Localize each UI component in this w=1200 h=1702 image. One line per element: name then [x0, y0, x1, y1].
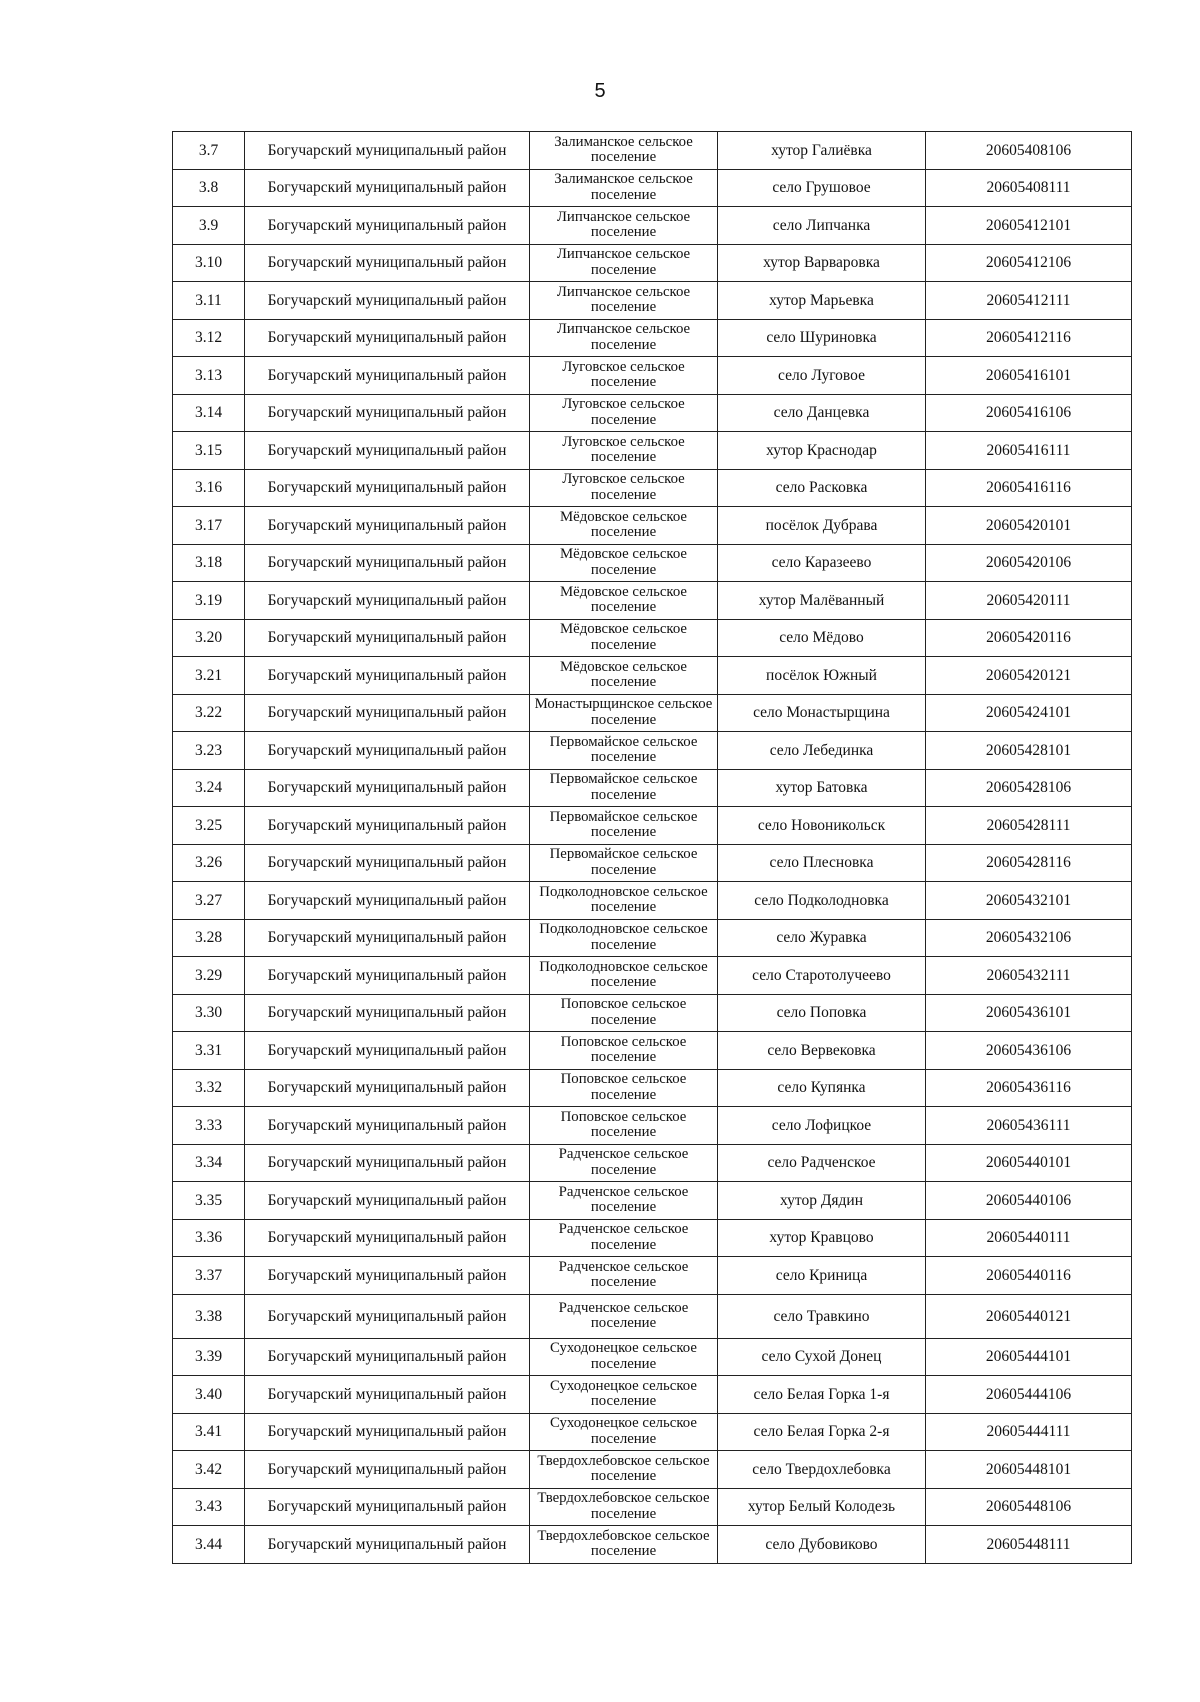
row-number: 3.13: [173, 357, 245, 395]
oktmo-code-cell: 20605420101: [926, 507, 1132, 545]
table-row: [173, 769, 1132, 807]
table-row: [173, 1338, 1132, 1376]
locality-cell: хутор Варваровка: [718, 244, 926, 282]
table-row: [173, 582, 1132, 620]
oktmo-code-cell: 20605416106: [926, 394, 1132, 432]
locality-cell: село Криница: [718, 1257, 926, 1295]
locality-cell: село Луговое: [718, 357, 926, 395]
oktmo-code-cell: 20605412106: [926, 244, 1132, 282]
oktmo-code-cell: 20605428111: [926, 807, 1132, 845]
settlement-cell: Луговское сельское поселение: [530, 394, 718, 432]
district-cell: Богучарский муниципальный район: [245, 882, 530, 920]
table-row: [173, 1032, 1132, 1070]
district-cell: Богучарский муниципальный район: [245, 394, 530, 432]
table-row: [173, 957, 1132, 995]
locality-cell: хутор Галиёвка: [718, 132, 926, 170]
district-cell: Богучарский муниципальный район: [245, 582, 530, 620]
locality-cell: село Шуриновка: [718, 319, 926, 357]
locality-cell: село Старотолучеево: [718, 957, 926, 995]
oktmo-code-cell: 20605436111: [926, 1107, 1132, 1145]
oktmo-code-cell: 20605416116: [926, 469, 1132, 507]
row-number: 3.16: [173, 469, 245, 507]
oktmo-code-cell: 20605444111: [926, 1413, 1132, 1451]
locality-cell: село Каразеево: [718, 544, 926, 582]
settlement-cell: Мёдовское сельское поселение: [530, 657, 718, 695]
row-number: 3.40: [173, 1376, 245, 1414]
settlement-cell: Подколодновское сельское поселение: [530, 957, 718, 995]
table-row: [173, 694, 1132, 732]
locality-cell: село Липчанка: [718, 207, 926, 245]
locality-cell: хутор Малёванный: [718, 582, 926, 620]
district-cell: Богучарский муниципальный район: [245, 919, 530, 957]
oktmo-code-cell: 20605420111: [926, 582, 1132, 620]
oktmo-code-cell: 20605428101: [926, 732, 1132, 770]
row-number: 3.27: [173, 882, 245, 920]
locality-cell: село Сухой Донец: [718, 1338, 926, 1376]
settlement-cell: Липчанское сельское поселение: [530, 244, 718, 282]
row-number: 3.20: [173, 619, 245, 657]
row-number: 3.18: [173, 544, 245, 582]
settlement-cell: Поповское сельское поселение: [530, 994, 718, 1032]
locality-cell: село Белая Горка 2-я: [718, 1413, 926, 1451]
district-cell: Богучарский муниципальный район: [245, 507, 530, 545]
row-number: 3.12: [173, 319, 245, 357]
settlement-cell: Поповское сельское поселение: [530, 1107, 718, 1145]
district-cell: Богучарский муниципальный район: [245, 1338, 530, 1376]
settlement-cell: Суходонецкое сельское поселение: [530, 1413, 718, 1451]
district-cell: Богучарский муниципальный район: [245, 694, 530, 732]
locality-cell: село Лебединка: [718, 732, 926, 770]
locality-cell: село Радченское: [718, 1144, 926, 1182]
row-number: 3.24: [173, 769, 245, 807]
row-number: 3.9: [173, 207, 245, 245]
district-cell: Богучарский муниципальный район: [245, 1376, 530, 1414]
locality-cell: село Грушовое: [718, 169, 926, 207]
district-cell: Богучарский муниципальный район: [245, 244, 530, 282]
settlement-cell: Поповское сельское поселение: [530, 1069, 718, 1107]
row-number: 3.37: [173, 1257, 245, 1295]
locality-cell: посёлок Дубрава: [718, 507, 926, 545]
district-cell: Богучарский муниципальный район: [245, 1451, 530, 1489]
table-row: [173, 619, 1132, 657]
district-cell: Богучарский муниципальный район: [245, 1069, 530, 1107]
oktmo-code-cell: 20605412111: [926, 282, 1132, 320]
district-cell: Богучарский муниципальный район: [245, 769, 530, 807]
row-number: 3.10: [173, 244, 245, 282]
oktmo-code-cell: 20605440111: [926, 1219, 1132, 1257]
table-row: [173, 1294, 1132, 1338]
locality-cell: село Лофицкое: [718, 1107, 926, 1145]
oktmo-code-cell: 20605436101: [926, 994, 1132, 1032]
table-row: [173, 207, 1132, 245]
row-number: 3.31: [173, 1032, 245, 1070]
table-row: [173, 807, 1132, 845]
settlement-cell: Суходонецкое сельское поселение: [530, 1338, 718, 1376]
settlement-cell: Липчанское сельское поселение: [530, 282, 718, 320]
settlement-cell: Луговское сельское поселение: [530, 469, 718, 507]
locality-cell: хутор Краснодар: [718, 432, 926, 470]
row-number: 3.39: [173, 1338, 245, 1376]
district-cell: Богучарский муниципальный район: [245, 807, 530, 845]
oktmo-code-cell: 20605412116: [926, 319, 1132, 357]
settlement-cell: Радченское сельское поселение: [530, 1144, 718, 1182]
table-row: [173, 1488, 1132, 1526]
settlement-cell: Суходонецкое сельское поселение: [530, 1376, 718, 1414]
settlement-cell: Монастырщинское сельское поселение: [530, 694, 718, 732]
table-row: [173, 1182, 1132, 1220]
row-number: 3.22: [173, 694, 245, 732]
oktmo-code-cell: 20605432106: [926, 919, 1132, 957]
table-row: [173, 507, 1132, 545]
row-number: 3.38: [173, 1294, 245, 1338]
oktmo-code-cell: 20605440121: [926, 1294, 1132, 1338]
row-number: 3.14: [173, 394, 245, 432]
locality-cell: хутор Белый Колодезь: [718, 1488, 926, 1526]
district-cell: Богучарский муниципальный район: [245, 1107, 530, 1145]
oktmo-code-cell: 20605448106: [926, 1488, 1132, 1526]
row-number: 3.44: [173, 1526, 245, 1564]
row-number: 3.33: [173, 1107, 245, 1145]
oktmo-code-cell: 20605420116: [926, 619, 1132, 657]
table-row: [173, 544, 1132, 582]
page-number: 5: [594, 80, 606, 102]
settlement-cell: Липчанское сельское поселение: [530, 207, 718, 245]
row-number: 3.41: [173, 1413, 245, 1451]
locality-cell: село Белая Горка 1-я: [718, 1376, 926, 1414]
table-row: [173, 169, 1132, 207]
locality-cell: село Плесновка: [718, 844, 926, 882]
settlement-cell: Подколодновское сельское поселение: [530, 882, 718, 920]
settlement-cell: Мёдовское сельское поселение: [530, 544, 718, 582]
row-number: 3.15: [173, 432, 245, 470]
row-number: 3.8: [173, 169, 245, 207]
locality-cell: село Дубовиково: [718, 1526, 926, 1564]
table-row: [173, 732, 1132, 770]
table-row: [173, 844, 1132, 882]
locality-cell: хутор Марьевка: [718, 282, 926, 320]
table-row: [173, 657, 1132, 695]
row-number: 3.30: [173, 994, 245, 1032]
oktmo-code-cell: 20605436116: [926, 1069, 1132, 1107]
locality-cell: хутор Кравцово: [718, 1219, 926, 1257]
oktmo-code-cell: 20605448111: [926, 1526, 1132, 1564]
locality-cell: хутор Батовка: [718, 769, 926, 807]
table-row: [173, 882, 1132, 920]
district-cell: Богучарский муниципальный район: [245, 357, 530, 395]
settlement-cell: Первомайское сельское поселение: [530, 807, 718, 845]
district-cell: Богучарский муниципальный район: [245, 732, 530, 770]
oktmo-code-cell: 20605444101: [926, 1338, 1132, 1376]
settlement-cell: Луговское сельское поселение: [530, 432, 718, 470]
settlement-cell: Радченское сельское поселение: [530, 1257, 718, 1295]
district-cell: Богучарский муниципальный район: [245, 657, 530, 695]
settlement-cell: Липчанское сельское поселение: [530, 319, 718, 357]
table-row: [173, 432, 1132, 470]
oktmo-code-cell: 20605428106: [926, 769, 1132, 807]
row-number: 3.42: [173, 1451, 245, 1489]
locality-cell: село Новоникольск: [718, 807, 926, 845]
row-number: 3.28: [173, 919, 245, 957]
settlement-cell: Луговское сельское поселение: [530, 357, 718, 395]
locality-cell: село Данцевка: [718, 394, 926, 432]
row-number: 3.26: [173, 844, 245, 882]
oktmo-code-cell: 20605440101: [926, 1144, 1132, 1182]
row-number: 3.21: [173, 657, 245, 695]
table-row: [173, 357, 1132, 395]
locality-cell: село Травкино: [718, 1294, 926, 1338]
district-cell: Богучарский муниципальный район: [245, 619, 530, 657]
locality-cell: село Монастырщина: [718, 694, 926, 732]
district-cell: Богучарский муниципальный район: [245, 1257, 530, 1295]
oktmo-code-cell: 20605420106: [926, 544, 1132, 582]
table-row: [173, 1257, 1132, 1295]
district-cell: Богучарский муниципальный район: [245, 994, 530, 1032]
district-cell: Богучарский муниципальный район: [245, 1219, 530, 1257]
district-cell: Богучарский муниципальный район: [245, 1182, 530, 1220]
district-cell: Богучарский муниципальный район: [245, 1144, 530, 1182]
table-row: [173, 244, 1132, 282]
settlement-cell: Твердохлебовское сельское поселение: [530, 1451, 718, 1489]
table-row: [173, 1526, 1132, 1564]
oktmo-code-cell: 20605408111: [926, 169, 1132, 207]
district-cell: Богучарский муниципальный район: [245, 1413, 530, 1451]
district-cell: Богучарский муниципальный район: [245, 319, 530, 357]
settlement-cell: Первомайское сельское поселение: [530, 844, 718, 882]
settlement-cell: Мёдовское сельское поселение: [530, 619, 718, 657]
settlement-cell: Поповское сельское поселение: [530, 1032, 718, 1070]
locality-cell: село Поповка: [718, 994, 926, 1032]
settlement-cell: Радченское сельское поселение: [530, 1182, 718, 1220]
locality-cell: село Подколодновка: [718, 882, 926, 920]
table-row: [173, 1451, 1132, 1489]
settlement-cell: Радченское сельское поселение: [530, 1294, 718, 1338]
row-number: 3.34: [173, 1144, 245, 1182]
settlement-cell: Подколодновское сельское поселение: [530, 919, 718, 957]
table-body: [173, 132, 1132, 1564]
oktmo-code-cell: 20605436106: [926, 1032, 1132, 1070]
oktmo-code-cell: 20605408106: [926, 132, 1132, 170]
oktmo-code-cell: 20605412101: [926, 207, 1132, 245]
oktmo-code-cell: 20605424101: [926, 694, 1132, 732]
row-number: 3.19: [173, 582, 245, 620]
row-number: 3.29: [173, 957, 245, 995]
settlements-table: [172, 131, 1132, 1564]
table-row: [173, 1144, 1132, 1182]
table-row: [173, 919, 1132, 957]
district-cell: Богучарский муниципальный район: [245, 1294, 530, 1338]
row-number: 3.11: [173, 282, 245, 320]
district-cell: Богучарский муниципальный район: [245, 844, 530, 882]
oktmo-code-cell: 20605420121: [926, 657, 1132, 695]
locality-cell: хутор Дядин: [718, 1182, 926, 1220]
oktmo-code-cell: 20605448101: [926, 1451, 1132, 1489]
table-row: [173, 469, 1132, 507]
locality-cell: село Твердохлебовка: [718, 1451, 926, 1489]
row-number: 3.7: [173, 132, 245, 170]
district-cell: Богучарский муниципальный район: [245, 1526, 530, 1564]
row-number: 3.43: [173, 1488, 245, 1526]
settlement-cell: Первомайское сельское поселение: [530, 769, 718, 807]
district-cell: Богучарский муниципальный район: [245, 544, 530, 582]
table-row: [173, 132, 1132, 170]
settlement-cell: Мёдовское сельское поселение: [530, 582, 718, 620]
locality-cell: село Мёдово: [718, 619, 926, 657]
locality-cell: село Вервековка: [718, 1032, 926, 1070]
oktmo-code-cell: 20605416101: [926, 357, 1132, 395]
settlement-cell: Твердохлебовское сельское поселение: [530, 1488, 718, 1526]
settlement-cell: Твердохлебовское сельское поселение: [530, 1526, 718, 1564]
row-number: 3.17: [173, 507, 245, 545]
settlement-cell: Залиманское сельское поселение: [530, 169, 718, 207]
table-row: [173, 282, 1132, 320]
oktmo-code-cell: 20605440106: [926, 1182, 1132, 1220]
district-cell: Богучарский муниципальный район: [245, 1488, 530, 1526]
locality-cell: село Расковка: [718, 469, 926, 507]
row-number: 3.32: [173, 1069, 245, 1107]
oktmo-code-cell: 20605428116: [926, 844, 1132, 882]
table-row: [173, 994, 1132, 1032]
table-row: [173, 1413, 1132, 1451]
oktmo-code-cell: 20605416111: [926, 432, 1132, 470]
row-number: 3.25: [173, 807, 245, 845]
district-cell: Богучарский муниципальный район: [245, 169, 530, 207]
district-cell: Богучарский муниципальный район: [245, 469, 530, 507]
row-number: 3.36: [173, 1219, 245, 1257]
district-cell: Богучарский муниципальный район: [245, 282, 530, 320]
district-cell: Богучарский муниципальный район: [245, 1032, 530, 1070]
settlement-cell: Мёдовское сельское поселение: [530, 507, 718, 545]
row-number: 3.23: [173, 732, 245, 770]
district-cell: Богучарский муниципальный район: [245, 432, 530, 470]
table-row: [173, 1376, 1132, 1414]
settlement-cell: Залиманское сельское поселение: [530, 132, 718, 170]
oktmo-code-cell: 20605432111: [926, 957, 1132, 995]
district-cell: Богучарский муниципальный район: [245, 207, 530, 245]
table-row: [173, 319, 1132, 357]
settlement-cell: Первомайское сельское поселение: [530, 732, 718, 770]
table-row: [173, 1069, 1132, 1107]
locality-cell: село Купянка: [718, 1069, 926, 1107]
district-cell: Богучарский муниципальный район: [245, 132, 530, 170]
oktmo-code-cell: 20605432101: [926, 882, 1132, 920]
locality-cell: село Журавка: [718, 919, 926, 957]
oktmo-code-cell: 20605444106: [926, 1376, 1132, 1414]
locality-cell: посёлок Южный: [718, 657, 926, 695]
table-row: [173, 394, 1132, 432]
table-row: [173, 1219, 1132, 1257]
row-number: 3.35: [173, 1182, 245, 1220]
settlement-cell: Радченское сельское поселение: [530, 1219, 718, 1257]
oktmo-code-cell: 20605440116: [926, 1257, 1132, 1295]
district-cell: Богучарский муниципальный район: [245, 957, 530, 995]
table-row: [173, 1107, 1132, 1145]
